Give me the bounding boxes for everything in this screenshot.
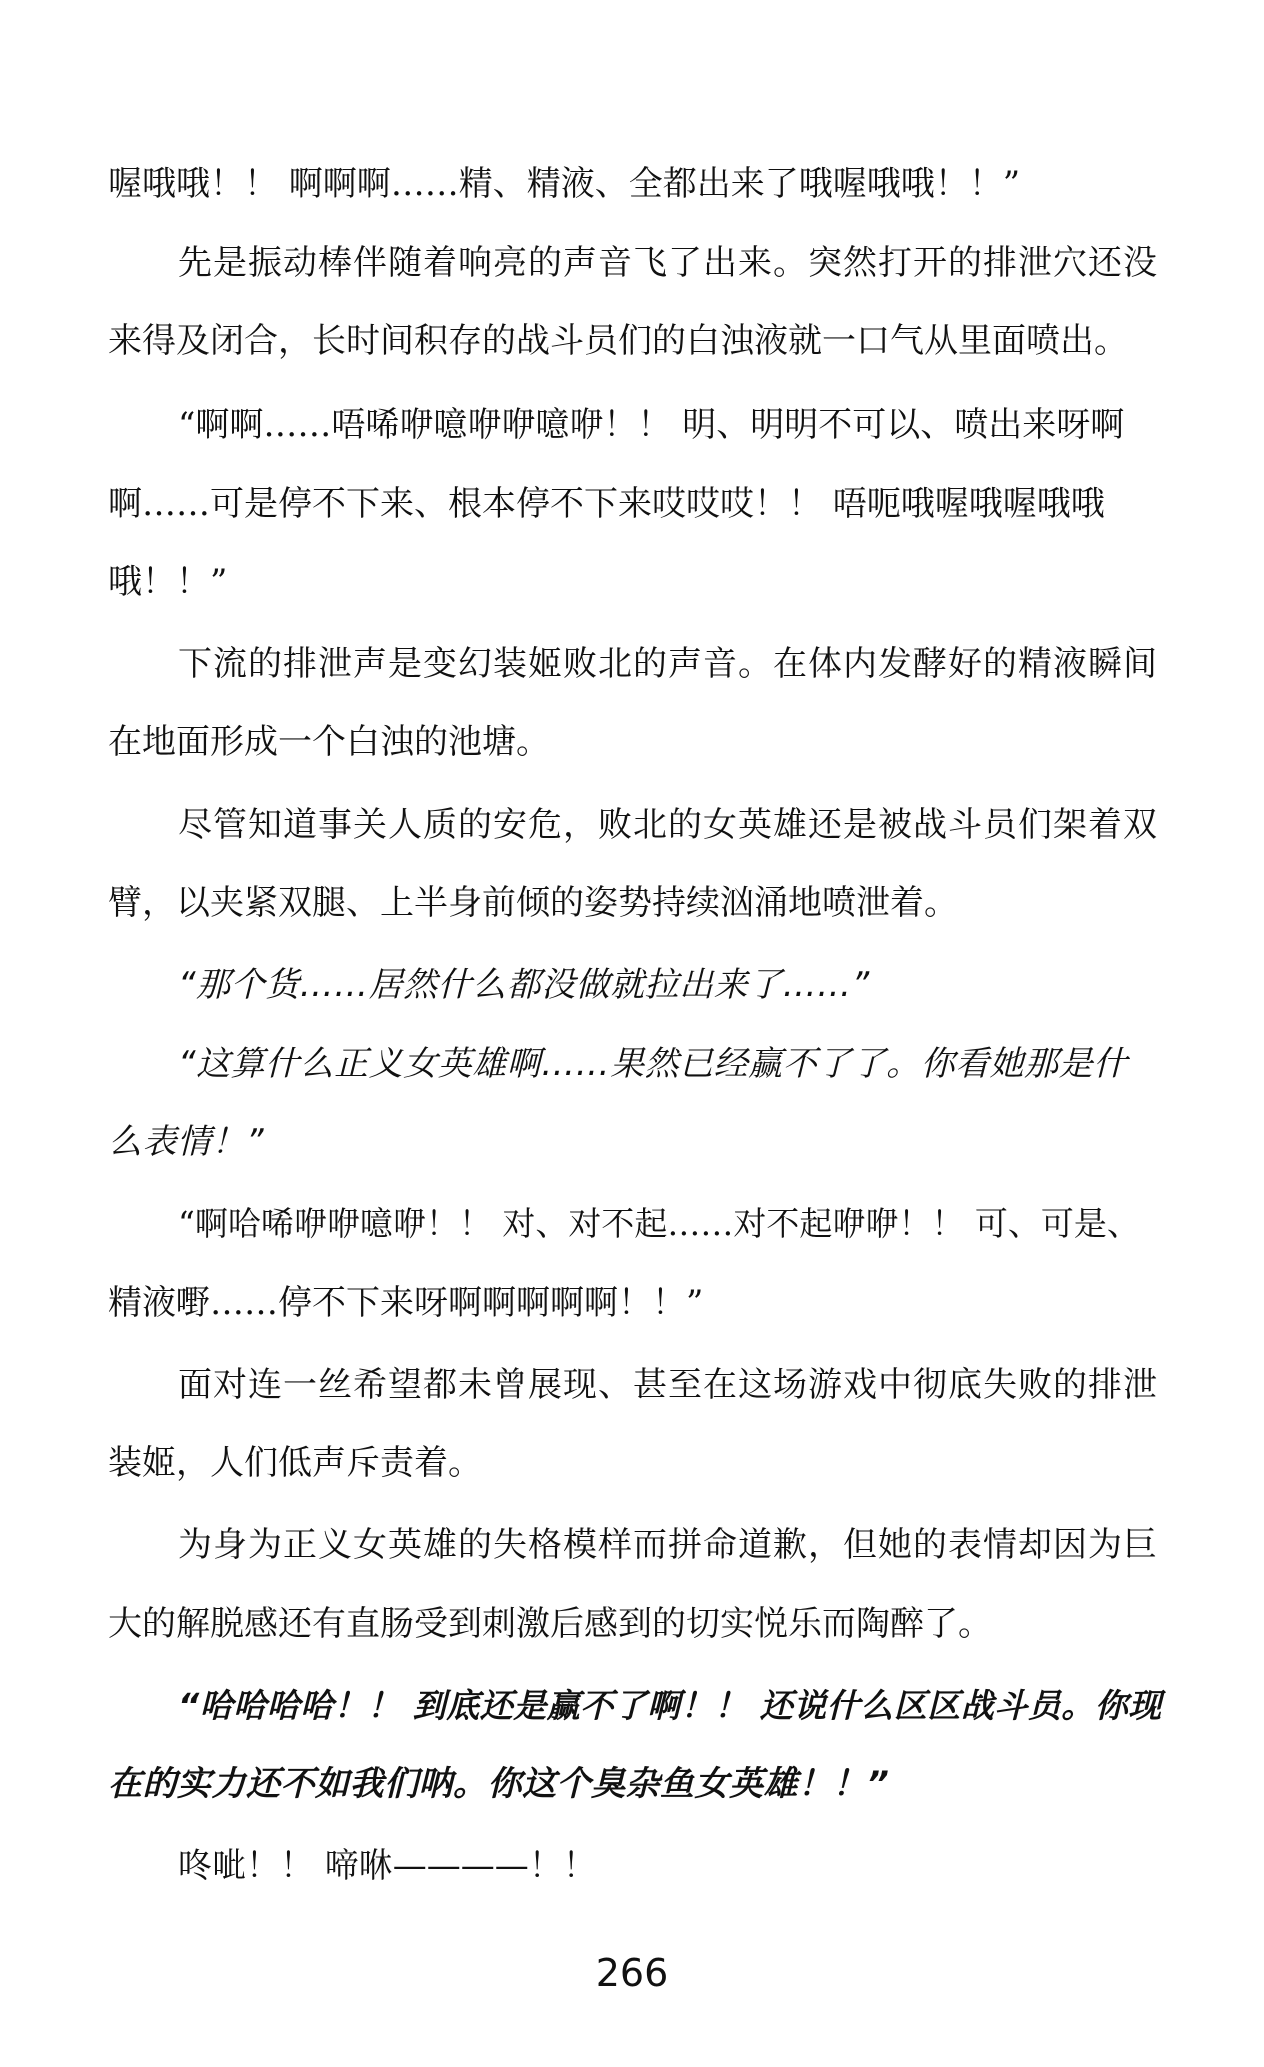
text-line: “这算什么正义女英雄啊……果然已经赢不了了。你看她那是什 [178, 1044, 1128, 1084]
text-line: “啊啊……唔唏咿噫咿咿噫咿！！ 明、明明不可以、喷出来呀啊 [178, 405, 1125, 445]
text-line: “那个货……居然什么都没做就拉出来了……” [178, 965, 870, 1005]
text-line: “哈哈哈哈！！ 到底还是赢不了啊！！ 还说什么区区战斗员。你现 [178, 1686, 1162, 1725]
text-line: 啊……可是停不下来、根本停不下来哎哎哎！！ 唔呃哦喔哦喔哦哦 [108, 484, 1105, 524]
text-line: 装姬，人们低声斥责着。 [108, 1443, 482, 1483]
text-line: 面对连一丝希望都未曾展现、甚至在这场游戏中彻底失败的排泄 [178, 1365, 1158, 1405]
text-line: 在地面形成一个白浊的池塘。 [108, 722, 550, 762]
text-line: 来得及闭合，长时间积存的战斗员们的白浊液就一口气从里面喷出。 [108, 321, 1128, 361]
text-line: 大的解脱感还有直肠受到刺激后感到的切实悦乐而陶醉了。 [108, 1604, 992, 1644]
text-line: 为身为正义女英雄的失格模样而拼命道歉，但她的表情却因为巨 [178, 1525, 1158, 1565]
text-line: 哦！！” [108, 562, 228, 602]
text-line: 喔哦哦！！ 啊啊啊……精、精液、全都出来了哦喔哦哦！！” [108, 164, 1021, 204]
text-line: 尽管知道事关人质的安危，败北的女英雄还是被战斗员们架着双 [178, 805, 1158, 845]
text-line: 精液嘢……停不下来呀啊啊啊啊啊！！” [108, 1283, 704, 1323]
text-line: 先是振动棒伴随着响亮的声音飞了出来。突然打开的排泄穴还没 [178, 243, 1158, 283]
text-line: 咚呲！！ 啼咻————！！ [178, 1846, 597, 1886]
text-line: “啊哈唏咿咿噫咿！！ 对、对不起……对不起咿咿！！ 可、可是、 [178, 1204, 1140, 1243]
page-number: 266 [595, 1951, 669, 1995]
text-line: 下流的排泄声是变幻装姬败北的声音。在体内发酵好的精液瞬间 [178, 644, 1158, 684]
text-line: 么表情！” [108, 1122, 265, 1162]
text-line: 在的实力还不如我们呐。你这个臭杂鱼女英雄！！” [108, 1764, 890, 1804]
text-line: 臂，以夹紧双腿、上半身前倾的姿势持续汹涌地喷泄着。 [108, 883, 958, 923]
